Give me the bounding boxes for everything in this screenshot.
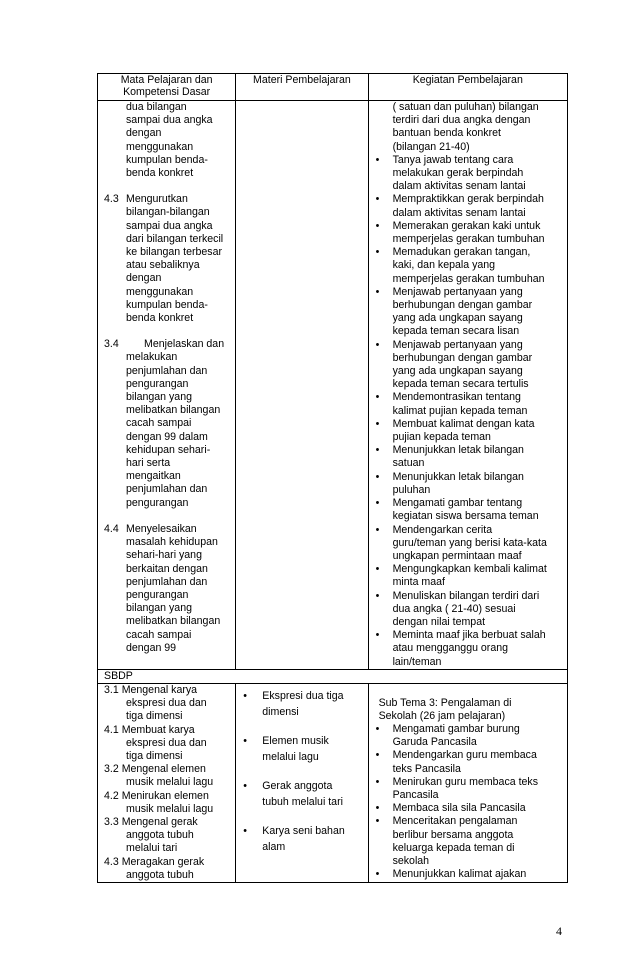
kegiatan-text-line: • Menjawab pertanyaan yang <box>392 338 523 351</box>
kegiatan-item <box>369 749 561 775</box>
kd-text-line: kumpulan benda- <box>126 298 208 311</box>
kegiatan-text-line: ungkapan permintaan maaf <box>392 549 522 562</box>
sbdp-kd-item <box>104 763 231 789</box>
kegiatan-item <box>369 590 561 630</box>
kegiatan-text-line: • Menunjukkan letak bilangan <box>392 444 524 457</box>
kd-number: 3.3 <box>104 815 119 828</box>
kegiatan-item <box>369 802 561 815</box>
kd-text-line: musik melalui lagu <box>126 776 214 789</box>
kegiatan-item <box>369 286 561 339</box>
kd-text-line: bilangan yang <box>126 602 192 615</box>
kd-text-line: mengaitkan <box>126 470 181 483</box>
kegiatan-text-line: • Menceritakan pengalaman <box>392 815 518 828</box>
kegiatan-text-line: memperjelas gerakan tumbuhan <box>392 233 545 246</box>
kd-text-line: sampai dua angka <box>126 114 213 127</box>
kegiatan-text-line: • Membaca sila sila Pancasila <box>392 802 526 815</box>
sbdp-kd-first-line <box>104 790 231 803</box>
kegiatan-text-line: • Menjawab pertanyaan yang <box>392 285 523 298</box>
kd-text-line: tiga dimensi <box>126 710 183 723</box>
kegiatan-text-line: dengan nilai tempat <box>392 615 486 628</box>
kd-text-line: anggota tubuh <box>126 868 194 881</box>
kd-item <box>104 523 231 655</box>
materi-text-line: • Gerak anggota <box>262 779 333 792</box>
kd-text-line: penjumlahan dan <box>126 364 208 377</box>
kd-text-line: pengurangan <box>126 377 189 390</box>
kegiatan-text-line: pujian kepada teman <box>392 431 491 444</box>
kegiatan-item <box>369 563 561 589</box>
sbdp-kd-first-line <box>104 724 231 737</box>
table-row-sbdp-title <box>98 669 568 683</box>
sbdp-kegiatan-cell <box>368 683 567 882</box>
kegiatan-item <box>369 418 561 444</box>
materi-item <box>236 688 363 720</box>
sbdp-kegiatan-list <box>369 723 567 881</box>
kegiatan-text-line: kalimat pujian kepada teman <box>392 404 528 417</box>
kd-number: 3.2 <box>104 763 119 776</box>
sbdp-materi-cell <box>236 683 368 882</box>
sbdp-kd-item <box>104 790 231 816</box>
materi-text-line: tubuh melalui tari <box>262 795 343 808</box>
kd-text-line: dengan 99 <box>126 641 177 654</box>
kd-items <box>98 180 235 655</box>
kd-number: 3.4 <box>104 338 119 351</box>
kegiatan-cell <box>368 101 567 670</box>
sbdp-kd-first-line <box>104 684 231 697</box>
kd-text-line: anggota tubuh <box>126 829 194 842</box>
sbdp-kd-item <box>104 856 231 882</box>
kegiatan-text-line: • Membuat kalimat dengan kata <box>392 417 535 430</box>
subtema-heading <box>369 684 567 723</box>
kd-text-line: Membuat karya <box>121 723 195 736</box>
kegiatan-text-line: • Mengungkapkan kembali kalimat <box>392 563 547 576</box>
kegiatan-text-line: (bilangan 21-40) <box>392 140 470 153</box>
header-materi: Materi Pembelajaran <box>236 74 368 101</box>
sbdp-kd-first-line <box>104 816 231 829</box>
kegiatan-text-line: minta maaf <box>392 576 445 589</box>
kd-continuation <box>126 101 231 180</box>
kd-text-line: melalui tari <box>126 842 178 855</box>
kegiatan-text-line: • Mengamati gambar burung <box>392 722 520 735</box>
kd-text <box>126 193 231 325</box>
kd-text-line: kehidupan sehari- <box>126 443 211 456</box>
kegiatan-text-line: yang ada ungkapan sayang <box>392 365 523 378</box>
kd-text-line: bilangan-bilangan <box>126 206 210 219</box>
header-mata-pelajaran <box>98 74 236 101</box>
kegiatan-text-line: terdiri dari dua angka dengan <box>392 114 531 127</box>
kegiatan-text-line: lain/teman <box>392 655 442 668</box>
sbdp-kd-item <box>104 816 231 856</box>
materi-text-line: melalui lagu <box>262 750 319 763</box>
kegiatan-text-line: • Menunjukkan kalimat ajakan <box>392 868 527 881</box>
kegiatan-text-line: kepada teman secara tertulis <box>392 378 529 391</box>
kegiatan-text-line: dua angka ( 21-40) sesuai <box>392 602 516 615</box>
kegiatan-text-line: dalam aktivitas senam lantai <box>392 206 526 219</box>
kegiatan-text-line: sekolah <box>392 854 430 867</box>
kegiatan-text-line: kepada teman secara lisan <box>392 325 520 338</box>
page-number: 4 <box>556 924 562 938</box>
kd-text <box>126 523 231 655</box>
kd-item <box>104 193 231 325</box>
kegiatan-list <box>369 154 567 669</box>
kd-text-line: menggunakan <box>126 285 194 298</box>
kd-text-line: melakukan <box>126 351 178 364</box>
kegiatan-text-line: Garuda Pancasila <box>392 736 477 749</box>
kegiatan-text-line: • Mengamati gambar tentang <box>392 497 523 510</box>
kd-text-line: penjumlahan dan <box>126 483 208 496</box>
kd-text-line: dari bilangan terkecil <box>126 232 224 245</box>
kd-text-line: sehari-hari yang <box>126 549 202 562</box>
kd-text-line: musik melalui lagu <box>126 802 214 815</box>
kd-text-line: masalah kehidupan <box>126 536 218 549</box>
kegiatan-item <box>369 339 561 392</box>
kegiatan-text-line: atau mengganggu orang <box>392 642 509 655</box>
materi-cell-empty <box>236 101 368 670</box>
spacer <box>98 510 235 523</box>
kegiatan-text-line: • Memadukan gerakan tangan, <box>392 246 531 259</box>
table-header-row <box>98 74 568 101</box>
kompetensi-dasar-cell <box>98 101 236 670</box>
kegiatan-text-line: • Menirukan guru membaca teks <box>392 775 538 788</box>
materi-item <box>236 733 363 765</box>
materi-item <box>236 823 363 855</box>
kegiatan-text-line: ( satuan dan puluhan) bilangan <box>392 101 539 113</box>
kegiatan-item <box>369 246 561 286</box>
kegiatan-item <box>369 391 561 417</box>
kegiatan-item <box>369 497 561 523</box>
kd-text-line: dengan <box>126 272 162 285</box>
kegiatan-text-line: • Mendemontrasikan tentang <box>392 391 521 404</box>
materi-text-line: • Karya seni bahan <box>262 824 345 837</box>
sbdp-kd-first-line <box>104 856 231 869</box>
table-row-sbdp <box>98 683 568 882</box>
kd-text-line: dengan <box>126 127 162 140</box>
kd-text-line: pengurangan <box>126 588 189 601</box>
kegiatan-text-line: yang ada ungkapan sayang <box>392 312 523 325</box>
kd-text-line: dengan 99 dalam <box>126 430 208 443</box>
kegiatan-text-line: berhubungan dengan gambar <box>392 351 533 364</box>
kegiatan-text-line: • Memerakan gerakan kaki untuk <box>392 219 541 232</box>
materi-text-line: • Elemen musik <box>262 734 329 747</box>
kegiatan-item <box>369 815 561 868</box>
kd-text-line: kumpulan benda- <box>126 153 208 166</box>
kd-text-line: menggunakan <box>126 140 194 153</box>
kegiatan-text-line: satuan <box>392 457 425 470</box>
header-col1-line1: Mata Pelajaran dan <box>120 74 213 86</box>
kd-text-line: cacah sampai <box>126 628 192 641</box>
materi-text-line: • Ekspresi dua tiga <box>262 689 344 702</box>
kd-text-line: benda konkret <box>126 312 194 325</box>
kd-text-line: ekspresi dua dan <box>126 736 207 749</box>
header-kegiatan: Kegiatan Pembelajaran <box>368 74 567 101</box>
spacer <box>98 180 235 193</box>
kd-number: 4.1 <box>104 723 119 736</box>
kegiatan-item <box>369 154 561 194</box>
kegiatan-text-line: • Menuliskan bilangan terdiri dari <box>392 589 540 602</box>
kd-text-line: Menyelesaikan <box>126 522 197 535</box>
kd-text-line: penjumlahan dan <box>126 575 208 588</box>
kd-text-line: pengurangan <box>126 496 189 509</box>
kd-text-line: benda konkret <box>126 167 194 180</box>
curriculum-table <box>97 73 568 883</box>
subtema-line1: Sub Tema 3: Pengalaman di <box>378 696 512 709</box>
kegiatan-text-line: • Menunjukkan letak bilangan <box>392 470 524 483</box>
kegiatan-text-line: berlibur bersama anggota <box>392 828 514 841</box>
kegiatan-item <box>369 776 561 802</box>
kegiatan-text-line: • Tanya jawab tentang cara <box>392 153 514 166</box>
sbdp-kd-item <box>104 684 231 724</box>
kegiatan-text-line: keluarga kepada teman di <box>392 841 515 854</box>
kd-text-line: cacah sampai <box>126 417 192 430</box>
kegiatan-item <box>369 220 561 246</box>
kegiatan-text-line: teks Pancasila <box>392 762 461 775</box>
kd-text-line: Mengurutkan <box>126 193 188 206</box>
kegiatan-text-line: berhubungan dengan gambar <box>392 299 533 312</box>
kd-item <box>104 338 231 510</box>
kd-text-line: dua bilangan <box>126 101 187 113</box>
kd-text-line: ekspresi dua dan <box>126 697 207 710</box>
kd-number: 3.1 <box>104 683 119 696</box>
kegiatan-text-line: • Mendengarkan cerita <box>392 523 493 536</box>
kegiatan-item <box>369 629 561 669</box>
sbdp-kd-cell <box>98 683 236 882</box>
kd-text-line: sampai dua angka <box>126 219 213 232</box>
kd-text-line: bilangan yang <box>126 391 192 404</box>
kd-text-line: Mengenal karya <box>121 683 198 696</box>
kegiatan-item <box>369 723 561 749</box>
materi-text-line: dimensi <box>262 705 299 718</box>
kd-text-line: melibatkan bilangan <box>126 615 221 628</box>
kd-text-line: tiga dimensi <box>126 749 183 762</box>
kegiatan-text-line: dalam aktivitas senam lantai <box>392 180 526 193</box>
sbdp-kd-first-line <box>104 763 231 776</box>
kegiatan-text-line: kaki, dan kepala yang <box>392 259 496 272</box>
kegiatan-item <box>369 471 561 497</box>
kegiatan-text-line: bantuan benda konkret <box>392 127 501 140</box>
kegiatan-item <box>369 444 561 470</box>
kd-number: 4.3 <box>104 855 119 868</box>
kd-number: 4.2 <box>104 789 119 802</box>
kegiatan-item <box>369 524 561 564</box>
kd-text-line: Menjelaskan dan <box>144 338 225 351</box>
kegiatan-text-line: • Meminta maaf jika berbuat salah <box>392 629 546 642</box>
sbdp-title: SBDP <box>98 669 568 683</box>
kd-text-line: berkaitan dengan <box>126 562 208 575</box>
kd-text-line: ke bilangan terbesar <box>126 246 222 259</box>
materi-item <box>236 778 363 810</box>
kegiatan-text-line: kegiatan siswa bersama teman <box>392 510 539 523</box>
kd-text-line: melibatkan bilangan <box>126 404 221 417</box>
kegiatan-text-line: melakukan gerak berpindah <box>392 167 524 180</box>
kd-text-line: atau sebaliknya <box>126 259 200 272</box>
kegiatan-text-line: memperjelas gerakan tumbuhan <box>392 272 545 285</box>
kegiatan-text-line: • Mempraktikkan gerak berpindah <box>392 193 544 206</box>
kegiatan-text-line: • Mendengarkan guru membaca <box>392 749 537 762</box>
kd-number: 4.3 <box>104 193 119 206</box>
kd-number: 4.4 <box>104 522 119 535</box>
sbdp-kd-list <box>104 684 231 882</box>
kd-text <box>126 338 231 510</box>
subtema-line2: Sekolah (26 jam pelajaran) <box>378 709 506 722</box>
sbdp-materi-list <box>236 684 367 855</box>
table-row-math <box>98 101 568 670</box>
kegiatan-text-line: puluhan <box>392 483 431 496</box>
kegiatan-text-line: guru/teman yang berisi kata-kata <box>392 536 547 549</box>
materi-text-line: alam <box>262 840 286 853</box>
kegiatan-item <box>369 193 561 219</box>
kd-text-line: Mengenal elemen <box>121 763 206 776</box>
spacer <box>98 325 235 338</box>
kd-text-line: Menirukan elemen <box>121 789 209 802</box>
kd-text-line: Mengenal gerak <box>121 815 198 828</box>
kegiatan-item <box>369 868 561 881</box>
kegiatan-text-line: Pancasila <box>392 788 439 801</box>
kd-text-line: Meragakan gerak <box>121 855 205 868</box>
kd-text-line: hari serta <box>126 457 171 470</box>
sbdp-kd-item <box>104 724 231 764</box>
kegiatan-continuation <box>369 101 567 154</box>
header-col1-line2: Kompetensi Dasar <box>123 86 211 98</box>
